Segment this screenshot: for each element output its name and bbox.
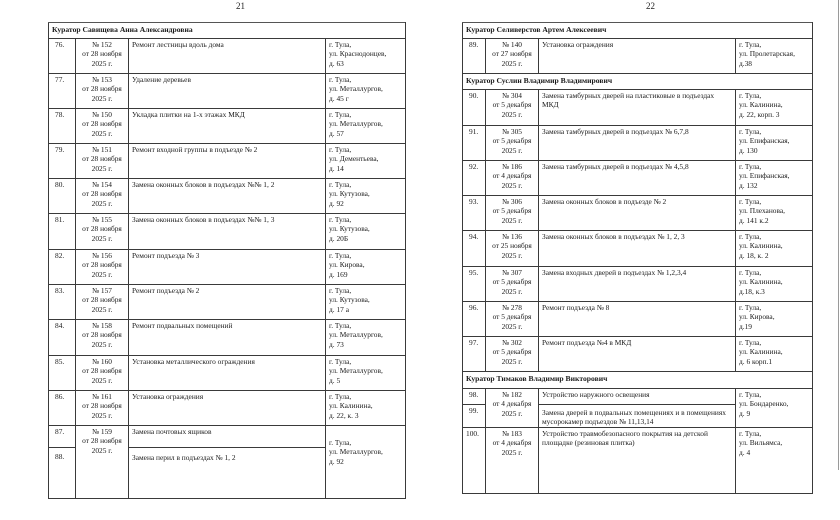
row-number: 76. bbox=[49, 39, 76, 74]
table-row bbox=[463, 161, 813, 196]
work-description: Замена оконных блоков в подъездах № 1, 2, 3 bbox=[539, 231, 736, 267]
table-row bbox=[463, 39, 813, 74]
row-number: 82. bbox=[49, 250, 76, 285]
address: г. Тула, ул. Епифанская, д. 130 bbox=[736, 126, 813, 161]
row-number: 81. bbox=[49, 214, 76, 250]
work-description: Замена оконных блоков в подъездах №№ 1, 3 bbox=[129, 214, 326, 250]
table-row bbox=[49, 285, 406, 320]
address: г. Тула, ул. Металлургов, д. 92 bbox=[326, 426, 406, 499]
address: г. Тула, ул. Епифанская, д. 132 bbox=[736, 161, 813, 196]
row-number: 89. bbox=[463, 39, 486, 74]
document-ref: № 153 от 28 ноября 2025 г. bbox=[76, 74, 129, 109]
row-number: 98. bbox=[463, 389, 486, 405]
document-ref: № 140 от 27 ноября 2025 г. bbox=[486, 39, 539, 74]
document-ref: № 186 от 4 декабря 2025 г. bbox=[486, 161, 539, 196]
registry-table-page-22 bbox=[462, 22, 813, 494]
document-ref: № 183 от 4 декабря 2025 г. bbox=[486, 428, 539, 494]
document-ref: № 304 от 5 декабря 2025 г. bbox=[486, 90, 539, 126]
address: г. Тула, ул. Дементьева, д. 14 bbox=[326, 144, 406, 179]
work-description: Устройство травмобезопасного покрытия на детской площадке (резиновая плитка) bbox=[539, 428, 736, 494]
table-row-merged-first bbox=[463, 389, 813, 405]
table-row bbox=[463, 126, 813, 161]
work-description: Замена оконных блоков в подъездах №№ 1, 2 bbox=[129, 179, 326, 214]
document-ref: № 158 от 28 ноября 2025 г. bbox=[76, 320, 129, 356]
work-description: Установка ограждения bbox=[539, 39, 736, 74]
row-number: 94. bbox=[463, 231, 486, 267]
address: г. Тула, ул. Кутузова, д. 17 а bbox=[326, 285, 406, 320]
work-description: Замена входных дверей в подъездах № 1,2,3,4 bbox=[539, 267, 736, 302]
address: г. Тула, ул. Металлургов, д. 45 г bbox=[326, 74, 406, 109]
address: г. Тула, ул. Кутузова, д. 92 bbox=[326, 179, 406, 214]
work-description: Установка металлического ограждения bbox=[129, 356, 326, 391]
curator-name: Куратор Савищева Анна Александровна bbox=[49, 23, 406, 39]
document-ref: № 154 от 28 ноября 2025 г. bbox=[76, 179, 129, 214]
work-description: Замена перил в подъездах № 1, 2 bbox=[129, 448, 326, 499]
row-number: 77. bbox=[49, 74, 76, 109]
document-ref: № 151 от 28 ноября 2025 г. bbox=[76, 144, 129, 179]
address: г. Тула, ул. Калинина, д. 22, корп. 3 bbox=[736, 90, 813, 126]
work-description: Ремонт лестницы вдоль дома bbox=[129, 39, 326, 74]
document-ref: № 159 от 28 ноября 2025 г. bbox=[76, 426, 129, 499]
work-description: Ремонт подъезда № 2 bbox=[129, 285, 326, 320]
address: г. Тула, ул. Плеханова, д. 141 к.2 bbox=[736, 196, 813, 231]
table-row bbox=[463, 231, 813, 267]
address: г. Тула, ул. Калинина, д. 6 корп.1 bbox=[736, 337, 813, 372]
sheet-edge-divider bbox=[838, 0, 839, 470]
table-row bbox=[463, 267, 813, 302]
table-row-merged-first bbox=[49, 426, 406, 448]
document-ref: № 136 от 25 ноября 2025 г. bbox=[486, 231, 539, 267]
row-number: 85. bbox=[49, 356, 76, 391]
table-row bbox=[49, 250, 406, 285]
page-number-left: 21 bbox=[236, 1, 245, 11]
table-row bbox=[49, 214, 406, 250]
row-number: 80. bbox=[49, 179, 76, 214]
address: г. Тула, ул. Калинина, д.18, к.3 bbox=[736, 267, 813, 302]
row-number: 83. bbox=[49, 285, 76, 320]
work-description: Замена тамбурных дверей в подъездах № 6,7,8 bbox=[539, 126, 736, 161]
document-ref: № 182 от 4 декабря 2025 г. bbox=[486, 389, 539, 428]
row-number: 96. bbox=[463, 302, 486, 337]
document-ref: № 160 от 28 ноября 2025 г. bbox=[76, 356, 129, 391]
work-description: Замена дверей в подвальных помещениях и в помещениях мусорокамер подъездов № 11,13,14 bbox=[539, 405, 736, 428]
table-row bbox=[463, 428, 813, 494]
work-description: Ремонт подъезда №4 в МКД bbox=[539, 337, 736, 372]
row-number: 88. bbox=[49, 448, 76, 499]
work-description: Замена почтовых ящиков bbox=[129, 426, 326, 448]
address: г. Тула, ул. Краснодонцев, д. 63 bbox=[326, 39, 406, 74]
curator-name: Куратор Селиверстов Артем Алексеевич bbox=[463, 23, 813, 39]
row-number: 100. bbox=[463, 428, 486, 494]
table-row bbox=[49, 74, 406, 109]
table-row bbox=[49, 109, 406, 144]
address: г. Тула, ул. Металлургов, д. 57 bbox=[326, 109, 406, 144]
curator-header bbox=[463, 372, 813, 389]
address: г. Тула, ул. Калинина, д. 22, к. 3 bbox=[326, 391, 406, 426]
work-description: Ремонт подвальных помещений bbox=[129, 320, 326, 356]
work-description: Укладка плитки на 1-х этажах МКД bbox=[129, 109, 326, 144]
table-row bbox=[463, 90, 813, 126]
work-description: Замена оконных блоков в подъезде № 2 bbox=[539, 196, 736, 231]
work-description: Ремонт входной группы в подъезде № 2 bbox=[129, 144, 326, 179]
address: г. Тула, ул. Калинина, д. 18, к. 2 bbox=[736, 231, 813, 267]
document-ref: № 302 от 5 декабря 2025 г. bbox=[486, 337, 539, 372]
row-number: 87. bbox=[49, 426, 76, 448]
row-number: 91. bbox=[463, 126, 486, 161]
row-number: 99. bbox=[463, 405, 486, 428]
document-ref: № 157 от 28 ноября 2025 г. bbox=[76, 285, 129, 320]
address: г. Тула, ул. Пролетарская, д.38 bbox=[736, 39, 813, 74]
curator-header bbox=[463, 23, 813, 39]
address: г. Тула, ул. Кирова, д.19 bbox=[736, 302, 813, 337]
document-ref: № 305 от 5 декабря 2025 г. bbox=[486, 126, 539, 161]
document-ref: № 155 от 28 ноября 2025 г. bbox=[76, 214, 129, 250]
table-row bbox=[49, 144, 406, 179]
work-description: Замена тамбурных дверей в подъездах № 4,5,8 bbox=[539, 161, 736, 196]
document-ref: № 156 от 28 ноября 2025 г. bbox=[76, 250, 129, 285]
document-ref: № 150 от 28 ноября 2025 г. bbox=[76, 109, 129, 144]
work-description: Удаление деревьев bbox=[129, 74, 326, 109]
row-number: 84. bbox=[49, 320, 76, 356]
table-row bbox=[49, 356, 406, 391]
work-description: Ремонт подъезда № 8 bbox=[539, 302, 736, 337]
row-number: 79. bbox=[49, 144, 76, 179]
row-number: 78. bbox=[49, 109, 76, 144]
work-description: Устройство наружного освещения bbox=[539, 389, 736, 405]
page-number-right: 22 bbox=[646, 1, 655, 11]
address: г. Тула, ул. Кирова, д. 169 bbox=[326, 250, 406, 285]
document-ref: № 307 от 5 декабря 2025 г. bbox=[486, 267, 539, 302]
row-number: 95. bbox=[463, 267, 486, 302]
table-row bbox=[463, 337, 813, 372]
curator-name: Куратор Суслин Владимир Владимирович bbox=[463, 74, 813, 90]
row-number: 97. bbox=[463, 337, 486, 372]
table-row bbox=[49, 179, 406, 214]
table-row bbox=[463, 302, 813, 337]
row-number: 93. bbox=[463, 196, 486, 231]
table-row bbox=[49, 391, 406, 426]
curator-header bbox=[463, 74, 813, 90]
table-row bbox=[49, 320, 406, 356]
document-ref: № 306 от 5 декабря 2025 г. bbox=[486, 196, 539, 231]
address: г. Тула, ул. Кутузова, д. 20Б bbox=[326, 214, 406, 250]
row-number: 92. bbox=[463, 161, 486, 196]
address: г. Тула, ул. Бондаренко, д. 9 bbox=[736, 389, 813, 428]
table-row bbox=[463, 196, 813, 231]
work-description: Ремонт подъезда № 3 bbox=[129, 250, 326, 285]
curator-name: Куратор Тимаков Владимир Викторович bbox=[463, 372, 813, 389]
row-number: 90. bbox=[463, 90, 486, 126]
address: г. Тула, ул. Вильямса, д. 4 bbox=[736, 428, 813, 494]
address: г. Тула, ул. Металлургов, д. 5 bbox=[326, 356, 406, 391]
table-row bbox=[49, 39, 406, 74]
row-number: 86. bbox=[49, 391, 76, 426]
document-ref: № 278 от 5 декабря 2025 г. bbox=[486, 302, 539, 337]
document-ref: № 161 от 28 ноября 2025 г. bbox=[76, 391, 129, 426]
document-ref: № 152 от 28 ноября 2025 г. bbox=[76, 39, 129, 74]
address: г. Тула, ул. Металлургов, д. 73 bbox=[326, 320, 406, 356]
curator-header bbox=[49, 23, 406, 39]
work-description: Замена тамбурных дверей на пластиковые в подъездах МКД bbox=[539, 90, 736, 126]
work-description: Установка ограждения bbox=[129, 391, 326, 426]
registry-table-page-21 bbox=[48, 22, 406, 499]
